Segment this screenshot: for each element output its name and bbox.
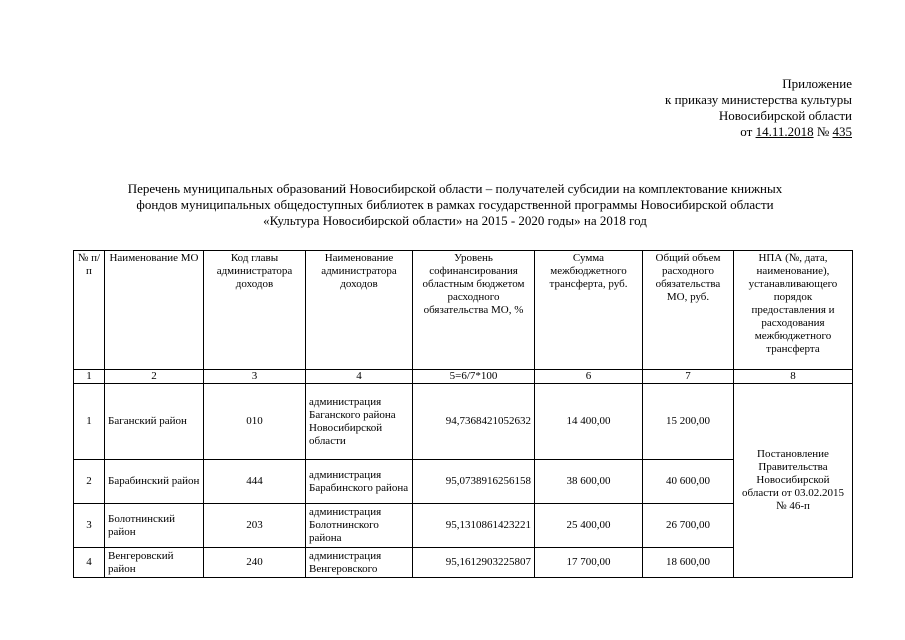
appendix-title: Приложение xyxy=(782,76,852,91)
total-obligation: 26 700,00 xyxy=(643,504,734,548)
column-numbers-row xyxy=(74,370,853,384)
cofinancing-level: 94,7368421052632 xyxy=(413,384,535,460)
admin-code: 010 xyxy=(204,384,306,460)
row-number: 1 xyxy=(74,384,105,460)
header-cell: Сумма межбюджетного трансферта, руб. xyxy=(535,251,643,370)
mo-name: Баганский район xyxy=(105,384,204,460)
appendix-date-line xyxy=(665,124,852,140)
header-cell: Уровень софинансирования областным бюджетом расходного обязательства МО, % xyxy=(413,251,535,370)
document-heading xyxy=(60,181,850,229)
heading-line-1: Перечень муниципальных образований Новосибирской области – получателей субсидии на комплектование книжных xyxy=(127,181,783,196)
total-obligation: 40 600,00 xyxy=(643,460,734,504)
row-number: 4 xyxy=(74,548,105,578)
npa-cell: Постановление Правительства Новосибирской области от 03.02.2015 № 46-п xyxy=(734,384,853,578)
admin-name: администрация Болотнинского района xyxy=(306,504,413,548)
admin-name: администрация Баганского района Новосибирской области xyxy=(306,384,413,460)
column-number: 1 xyxy=(74,370,105,384)
cofinancing-level: 95,1310861423221 xyxy=(413,504,535,548)
header-cell: Наименование МО xyxy=(105,251,204,370)
admin-code: 240 xyxy=(204,548,306,578)
appendix-block xyxy=(665,76,852,140)
header-cell: Общий объем расходного обязательства МО, руб. xyxy=(643,251,734,370)
row-number: 2 xyxy=(74,460,105,504)
column-number: 7 xyxy=(643,370,734,384)
header-cell: НПА (№, дата, наименование), устанавливающего порядок предоставления и расходования межбюджетного трансферта xyxy=(734,251,853,370)
header-cell: Наименование администратора доходов xyxy=(306,251,413,370)
row-number: 3 xyxy=(74,504,105,548)
table-row xyxy=(74,384,853,460)
date-prefix: от xyxy=(740,124,756,139)
transfer-sum: 17 700,00 xyxy=(535,548,643,578)
cofinancing-level: 95,0738916256158 xyxy=(413,460,535,504)
column-number: 6 xyxy=(535,370,643,384)
order-number: 435 xyxy=(832,124,852,139)
header-cell: № п/п xyxy=(74,251,105,370)
cofinancing-level: 95,1612903225807 xyxy=(413,548,535,578)
total-obligation: 15 200,00 xyxy=(643,384,734,460)
column-number: 3 xyxy=(204,370,306,384)
municipalities-table xyxy=(73,250,853,578)
admin-code: 203 xyxy=(204,504,306,548)
mo-name: Болотнинский район xyxy=(105,504,204,548)
column-number: 2 xyxy=(105,370,204,384)
header-cell: Код главы администратора доходов xyxy=(204,251,306,370)
transfer-sum: 14 400,00 xyxy=(535,384,643,460)
number-prefix: № xyxy=(813,124,833,139)
heading-line-2: фондов муниципальных общедоступных библиотек в рамках государственной программы Новосибирской области xyxy=(136,197,774,212)
mo-name: Барабинский район xyxy=(105,460,204,504)
appendix-region-line: Новосибирской области xyxy=(718,108,852,123)
admin-name: администрация Барабинского района xyxy=(306,460,413,504)
heading-line-3: «Культура Новосибирской области» на 2015 - 2020 годы» на 2018 год xyxy=(263,213,647,228)
column-number: 5=6/7*100 xyxy=(413,370,535,384)
mo-name: Венгеровский район xyxy=(105,548,204,578)
admin-name: администрация Венгеровского xyxy=(306,548,413,578)
total-obligation: 18 600,00 xyxy=(643,548,734,578)
appendix-order-line: к приказу министерства культуры xyxy=(665,92,852,107)
transfer-sum: 38 600,00 xyxy=(535,460,643,504)
order-date: 14.11.2018 xyxy=(755,124,814,139)
column-number: 8 xyxy=(734,370,853,384)
column-number: 4 xyxy=(306,370,413,384)
transfer-sum: 25 400,00 xyxy=(535,504,643,548)
admin-code: 444 xyxy=(204,460,306,504)
table-header-row xyxy=(74,251,853,370)
